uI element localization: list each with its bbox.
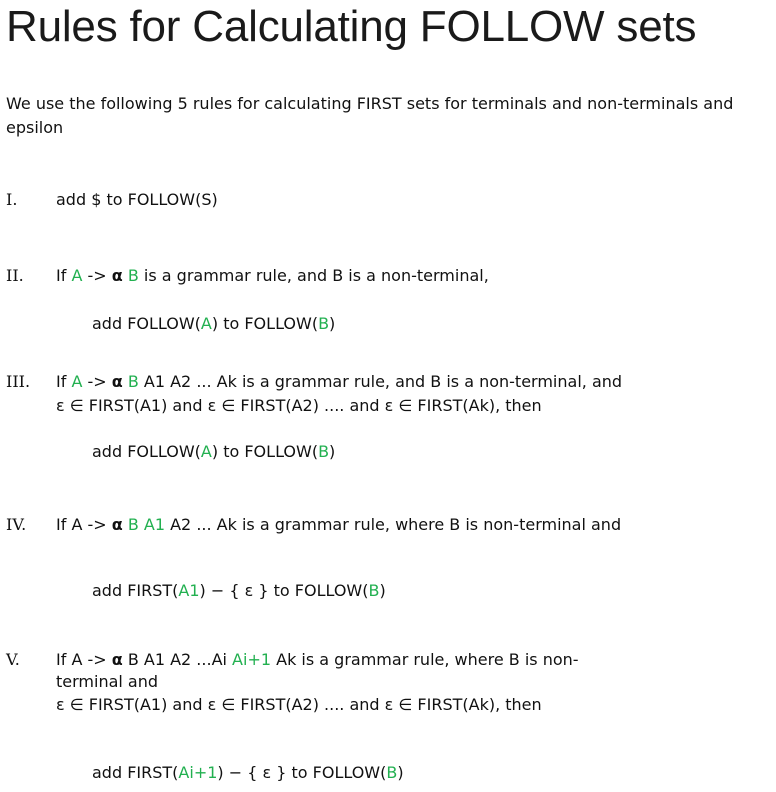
rule-4-alpha: α (111, 515, 123, 534)
rule-1-text: add $ to FOLLOW(S) (56, 190, 218, 209)
rule-2-alpha: α (111, 266, 123, 285)
rule-3-head-a: A (71, 372, 83, 391)
rule-4-action-mid: ) − { ε } to FOLLOW( (199, 581, 369, 600)
rule-5-action-b: B (386, 763, 398, 782)
rule-3-line-1 (56, 371, 622, 393)
rule-3-rest: A1 A2 ... Ak is a grammar rule, and B is a non-terminal, and (138, 372, 623, 391)
rule-4-action (92, 580, 386, 602)
rule-4-numeral: IV. (6, 515, 27, 534)
rule-2-rest: is a grammar rule, and B is a non-terminal, (138, 266, 489, 285)
rule-3-numeral: III. (6, 372, 31, 391)
rule-5-alpha: α (111, 650, 123, 669)
rule-3-action-a: A (200, 442, 212, 461)
rule-3-action-mid: ) to FOLLOW( (211, 442, 319, 461)
rule-3-line-2: ε ∈ FIRST(A1) and ε ∈ FIRST(A2) .... and ε ∈ FIRST(Ak), then (56, 396, 542, 415)
rule-2-action-pre: add FOLLOW( (92, 314, 201, 333)
rule-2-line-1 (56, 265, 489, 287)
rule-3-if: If (56, 372, 72, 391)
rule-5-line-1 (56, 649, 579, 671)
intro-paragraph: We use the following 5 rules for calculating FIRST sets for terminals and non-terminals and epsilon (6, 94, 734, 137)
rule-3-arrow: -> (82, 372, 112, 391)
rule-5-action-mid: ) − { ε } to FOLLOW( (217, 763, 387, 782)
rule-2-if: If (56, 266, 72, 285)
rule-1-numeral: I. (6, 190, 18, 209)
rule-2-b: B (122, 266, 139, 285)
rule-3-action-b: B (318, 442, 330, 461)
rule-3-b: B (122, 372, 139, 391)
rule-4-action-a1: A1 (178, 581, 200, 600)
rule-2-numeral: II. (6, 266, 24, 285)
rule-5-action-ai1: Ai+1 (178, 763, 218, 782)
rule-5-rest: Ak is a grammar rule, where B is non- (271, 650, 579, 669)
rule-5-numeral: V. (6, 650, 20, 669)
rule-5-ai1: Ai+1 (232, 650, 272, 669)
rule-2-arrow: -> (82, 266, 112, 285)
rule-2-action-b: B (318, 314, 330, 333)
rule-4-line-1 (56, 514, 621, 536)
rule-4-action-b: B (368, 581, 380, 600)
rule-3-alpha: α (111, 372, 123, 391)
rule-2-action-mid: ) to FOLLOW( (211, 314, 319, 333)
rule-4-pre: If A -> (56, 515, 112, 534)
rule-2-action-a: A (200, 314, 212, 333)
rule-5-action-post: ) (397, 763, 404, 782)
rule-2-head-a: A (71, 266, 83, 285)
rule-5-action (92, 762, 404, 784)
rule-4-b: B A1 (122, 515, 166, 534)
rule-5-line-3: ε ∈ FIRST(A1) and ε ∈ FIRST(A2) .... and ε ∈ FIRST(Ak), then (56, 695, 542, 714)
rule-4-action-post: ) (379, 581, 386, 600)
rule-3-action-pre: add FOLLOW( (92, 442, 201, 461)
page-title: Rules for Calculating FOLLOW sets (6, 2, 697, 51)
rule-3-action-post: ) (329, 442, 336, 461)
rule-4-action-pre: add FIRST( (92, 581, 179, 600)
rule-5-mid: B A1 A2 ...Ai (122, 650, 233, 669)
rule-2-action (92, 313, 335, 335)
rule-3-action (92, 441, 335, 463)
rule-5-line-2: terminal and (56, 672, 159, 691)
rule-5-action-pre: add FIRST( (92, 763, 179, 782)
rule-4-rest: A2 ... Ak is a grammar rule, where B is non-terminal and (165, 515, 622, 534)
rule-5-pre: If A -> (56, 650, 112, 669)
rule-2-action-post: ) (329, 314, 336, 333)
